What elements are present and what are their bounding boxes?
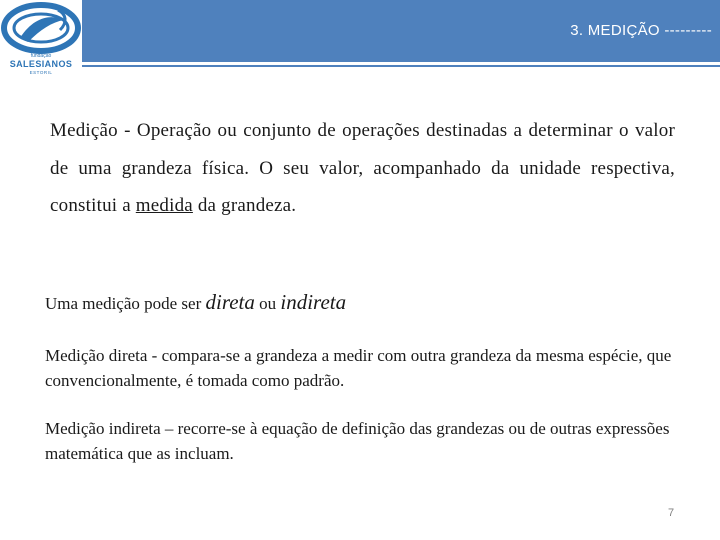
direct-term: direta — [205, 290, 255, 314]
direct-measurement-paragraph: Medição direta - compara-se a grandeza a medir com outra grandeza da mesma espécie, que convencionalmente, é tomada como padrão. — [45, 346, 672, 390]
types-middle: ou — [254, 294, 281, 313]
salesianos-logo-icon — [0, 0, 82, 56]
logo-line-2: SALESIANOS — [9, 59, 73, 69]
definition-paragraph — [50, 112, 675, 225]
logo — [0, 0, 82, 78]
definition-text-start: Medição - Operação ou conjunto de operações destinadas a determinar o valor de uma grandeza física. O seu valor, acompanhado da unidade respectiva, constitui a — [50, 120, 675, 216]
measurement-types-line — [45, 290, 346, 315]
types-prefix: Uma medição pode ser — [45, 294, 206, 313]
page-number: 7 — [668, 507, 675, 519]
indirect-measurement-paragraph: Medição indireta – recorre-se à equação de definição das grandezas ou de outras expressões matemática que as incluam. — [45, 419, 670, 463]
definition-text-end: da grandeza. — [192, 195, 297, 216]
logo-line-3: ESTORIL — [29, 70, 53, 75]
indirect-term: indireta — [280, 290, 347, 314]
header-bar — [82, 0, 720, 62]
logo-line-1: fundação — [30, 53, 52, 59]
header-divider — [82, 65, 720, 67]
underlined-term: medida — [135, 195, 193, 216]
slide-title: 3. MEDIÇÃO --------- — [570, 22, 712, 39]
